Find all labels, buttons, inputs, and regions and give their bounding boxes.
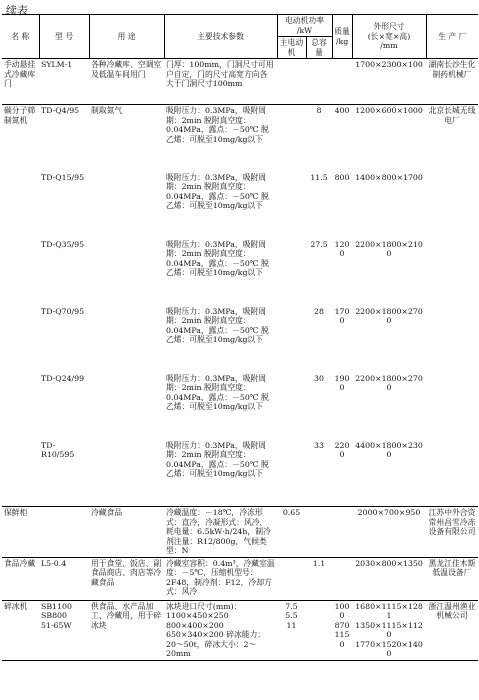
row-maker — [426, 306, 478, 373]
row-mass: 1900 — [334, 373, 350, 392]
row-spec: 冷藏室容积：0.4m³，冷藏室温度：－5℃，压缩机型号：2F48，制冷剂：F12，冷却方式：风冷 — [164, 557, 277, 600]
row-mass: 800 — [334, 172, 350, 182]
row-total-capacity — [306, 600, 332, 660]
table-row — [2, 239, 478, 306]
table-row — [2, 59, 478, 105]
row-mass: 2200 — [332, 440, 352, 507]
row-main-motor — [277, 105, 306, 172]
table-row — [2, 557, 478, 600]
row-name — [2, 440, 39, 507]
row-model: TD-Q15/95 — [41, 172, 85, 182]
row-total-capacity: 33 — [306, 440, 332, 507]
row-model: TD-R10/595 — [39, 440, 89, 507]
row-main-motor: 7.5 5.5 11 — [277, 600, 306, 660]
row-use — [89, 239, 164, 306]
row-total-capacity: 28 — [314, 306, 324, 316]
row-maker — [426, 239, 478, 306]
row-name: 保鲜柜 — [2, 507, 39, 558]
page-label: 续表 — [6, 4, 28, 17]
row-dims: 1400×800×1700 — [355, 172, 423, 182]
table-row — [2, 172, 478, 239]
header-mass: 质量 /kg — [332, 15, 352, 59]
row-name — [2, 306, 39, 373]
equipment-table — [2, 14, 478, 661]
row-maker: 黑龙江佳木斯低温设备厂 — [426, 557, 478, 600]
table-row — [2, 306, 478, 373]
row-mass — [332, 507, 352, 558]
row-dims: 1200×600×1000 — [355, 106, 423, 115]
row-name: 手动悬挂式冷藏库门 — [2, 59, 39, 105]
row-model: TD-Q35/95 — [41, 239, 85, 249]
table-row — [2, 373, 478, 440]
header-use: 用 途 — [89, 15, 164, 59]
row-spec: 吸附压力：0.3MPa，吸附周期：2min 脱附真空度：0.04MPa，露点：－50℃ 脱乙烯：可脱至10mg/kg以下 — [166, 172, 269, 210]
row-maker: 浙江温州渔业机械公司 — [426, 600, 478, 660]
row-main-motor: 0.65 — [277, 507, 306, 558]
row-use: 制取氮气 — [91, 106, 123, 115]
row-name: 碎冰机 — [2, 600, 39, 660]
row-dims: 1680×1115×1281 1350×1115×1120 1770×1520×1400 — [352, 600, 426, 660]
row-use — [89, 306, 164, 373]
row-model: TD-Q24/99 — [41, 373, 85, 383]
row-main-motor — [277, 172, 306, 239]
row-use: 用于食堂、饭店、副食品商店、肉店等冷藏食品 — [89, 557, 164, 600]
row-model: SYLM-1 — [39, 59, 89, 105]
header-main-motor: 主电动机 — [277, 37, 306, 59]
row-dims: 2200×1800×2100 — [355, 239, 423, 258]
row-maker — [426, 172, 478, 239]
row-spec: 吸附压力：0.3MPa，吸附周期：2min 脱附真空度：0.04MPa，露点：－50℃ 脱乙烯：可脱至10mg/kg以下 — [166, 373, 269, 411]
row-model — [39, 507, 89, 558]
row-mass: 1200 — [334, 239, 350, 258]
row-model: L5-0.4 — [39, 557, 89, 600]
row-spec: 门厚：100mm，门洞尺寸可用户自定，门的尺寸高宽方向各大于门洞尺寸100mm — [164, 59, 277, 105]
row-model: SB1100 SB800 51-65W — [39, 600, 89, 660]
row-dims: 1700×2300×100 — [352, 59, 426, 105]
row-name: 食品冷藏 — [2, 557, 39, 600]
row-mass: 400 — [334, 106, 350, 115]
row-mass — [332, 59, 352, 105]
row-mass — [332, 557, 352, 600]
row-spec: 冰块进口尺寸(mm)： 1100×450×250 800×400×200 650×340×200 碎冰能力：20～50t，碎冰大小：2～20mm — [164, 600, 277, 660]
row-total-capacity: 11.5 — [310, 172, 328, 182]
row-use: 各种冷藏库、空调室及低温车间用门 — [89, 59, 164, 105]
row-dims: 4400×1800×2300 — [352, 440, 426, 507]
row-model: TD-Q4/95 — [41, 106, 80, 115]
header-name: 名 称 — [2, 15, 39, 59]
row-mass: 1700 — [334, 306, 350, 325]
row-use: 供食品、水产品加工、冷藏用，用于碎冰块 — [89, 600, 164, 660]
table-row — [2, 507, 478, 558]
header-total-capacity: 总容量 — [306, 37, 332, 59]
row-use — [89, 172, 164, 239]
row-main-motor — [277, 440, 306, 507]
row-spec: 吸附压力：0.3MPa，吸附周期：2min 脱附真空度：0.04MPa，露点：－50℃ 脱乙烯：可脱至10mg/kg以下 — [166, 239, 269, 277]
row-main-motor — [277, 306, 306, 373]
table-row — [2, 105, 478, 172]
row-name — [2, 373, 39, 440]
row-use — [89, 373, 164, 440]
row-dims: 2200×1800×2700 — [355, 306, 423, 325]
header-dims: 外形尺寸 (长×宽×高) /mm — [352, 15, 426, 59]
row-dims: 2000×700×950 — [352, 507, 426, 558]
row-use — [89, 440, 164, 507]
header-maker: 生 产 厂 — [426, 15, 478, 59]
row-total-capacity — [306, 59, 332, 105]
row-total-capacity: 27.5 — [310, 239, 328, 249]
row-spec: 吸附压力：0.3MPa，吸附周期：2min 脱附真空度：0.04MPa，露点：－50℃ 脱乙烯：可脱至10mg/kg以下 — [166, 106, 269, 144]
row-maker: 湖南长沙生化制药机械厂 — [426, 59, 478, 105]
row-spec: 冷藏温度：－18℃，冷冻形式：直冷，冷凝形式：风冷，耗电量：6.5kW·h/24h，制冷剂注量：R12/800g，气候类型：N — [164, 507, 277, 558]
header-spec: 主要技术参数 — [164, 15, 277, 59]
row-main-motor — [277, 373, 306, 440]
row-maker: 江苏中外合资常州昌雪冷冻设备有限公司 — [426, 507, 478, 558]
row-main-motor — [277, 239, 306, 306]
table-row — [2, 440, 478, 507]
row-spec: 吸附压力：0.3MPa，吸附周期：2min 脱附真空度：0.04MPa，露点：－50℃ 脱乙烯：可脱至10mg/kg以下 — [166, 306, 269, 344]
header-power: 电动机功率 /kW — [277, 15, 332, 37]
row-name: 碳分子筛制氮机 — [4, 106, 36, 125]
row-dims: 2030×800×1350 — [352, 557, 426, 600]
row-total-capacity: 30 — [314, 373, 324, 383]
row-name — [2, 239, 39, 306]
row-main-motor — [277, 59, 306, 105]
row-spec: 吸附压力：0.3MPa，吸附周期：2min 脱附真空度：0.04MPa，露点：－50℃ 脱乙烯：可脱至10mg/kg以下 — [164, 440, 277, 507]
row-maker — [426, 440, 478, 507]
row-main-motor — [277, 557, 306, 600]
row-maker — [426, 373, 478, 440]
row-model: TD-Q70/95 — [41, 306, 85, 316]
table-row — [2, 600, 478, 660]
row-name — [2, 172, 39, 239]
row-total-capacity — [306, 507, 332, 558]
row-total-capacity: 8 — [316, 106, 322, 115]
row-dims: 2200×1800×2700 — [355, 373, 423, 392]
row-mass: 1000 870 1150 — [332, 600, 352, 660]
row-use: 冷藏食品 — [89, 507, 164, 558]
row-total-capacity: 1.1 — [306, 557, 332, 600]
row-maker: 北京长城无线电厂 — [428, 106, 476, 125]
header-model: 型 号 — [39, 15, 89, 59]
